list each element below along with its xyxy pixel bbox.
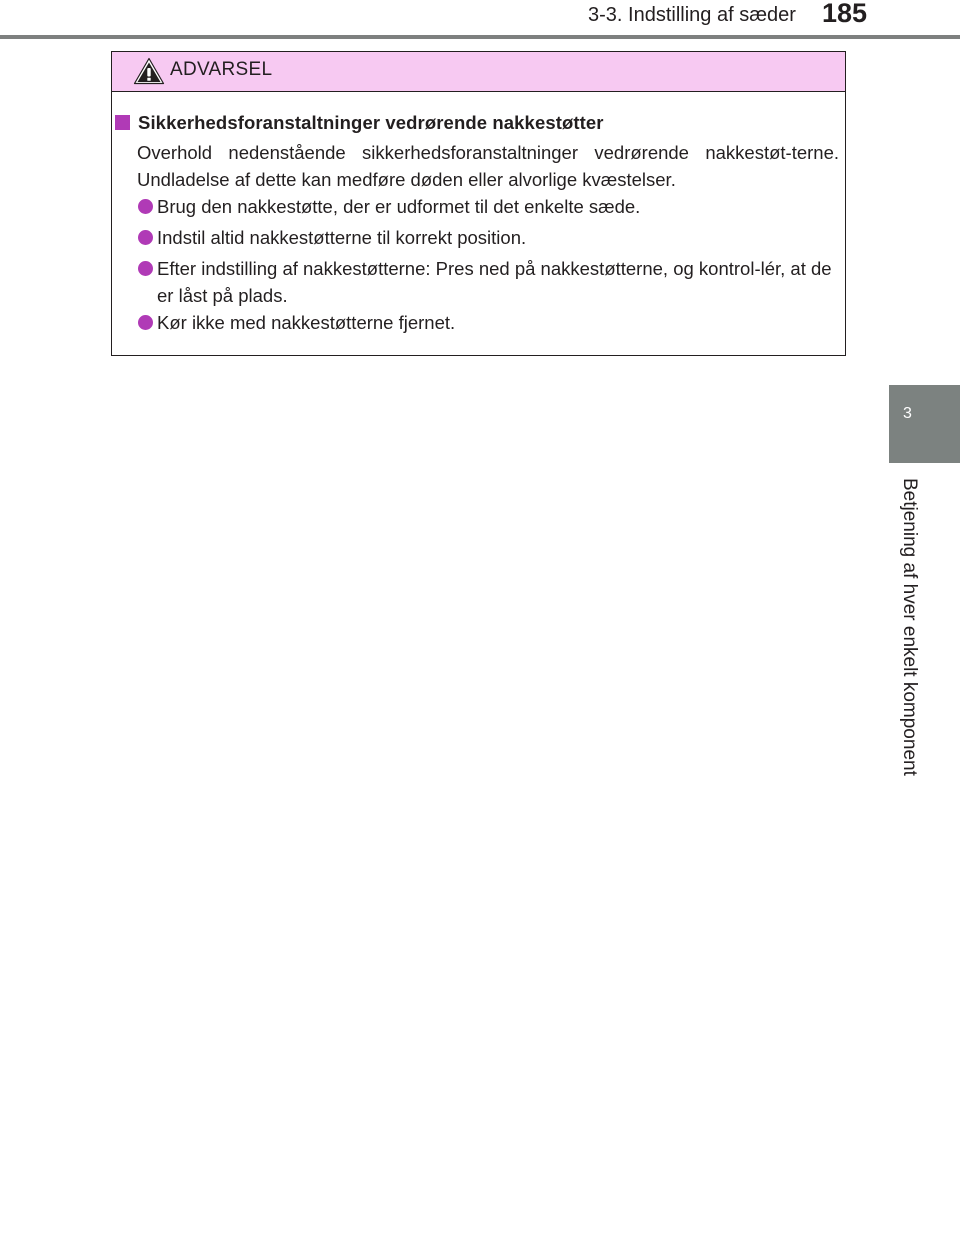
warning-label: ADVARSEL bbox=[170, 59, 273, 80]
list-item-text: Indstil altid nakkestøtterne til korrekt position. bbox=[157, 227, 527, 248]
section-heading-text: Sikkerhedsforanstaltninger vedrørende nakkestøtter bbox=[138, 112, 604, 133]
bullet-icon bbox=[138, 230, 153, 245]
header-rule bbox=[0, 35, 960, 39]
chapter-label: Betjening af hver enkelt komponent bbox=[899, 478, 920, 776]
list-item-text: Kør ikke med nakkestøtterne fjernet. bbox=[157, 312, 456, 333]
chapter-tab bbox=[889, 385, 960, 463]
list-item-text: Efter indstilling af nakkestøtterne: Pres ned på nakkestøtterne, og kontrol-lér, at de er låst på plads. bbox=[157, 258, 832, 306]
chapter-number: 3 bbox=[903, 405, 912, 422]
warning-intro: Overhold nedenstående sikkerhedsforanstaltninger vedrørende nakkestøt-terne. Undladelse af dette kan medføre døden eller alvorlige kvæstelser. bbox=[137, 142, 839, 190]
page-number: 185 bbox=[822, 0, 868, 28]
warning-triangle-icon bbox=[133, 57, 165, 85]
bullet-icon bbox=[138, 199, 153, 214]
section-title: 3-3. Indstilling af sæder bbox=[588, 4, 796, 26]
bullet-icon bbox=[138, 315, 153, 330]
bullet-icon bbox=[138, 261, 153, 276]
square-bullet-icon bbox=[115, 115, 130, 130]
warning-box bbox=[111, 51, 846, 356]
warning-header bbox=[112, 52, 845, 92]
list-item-text: Brug den nakkestøtte, der er udformet til det enkelte sæde. bbox=[157, 196, 641, 217]
